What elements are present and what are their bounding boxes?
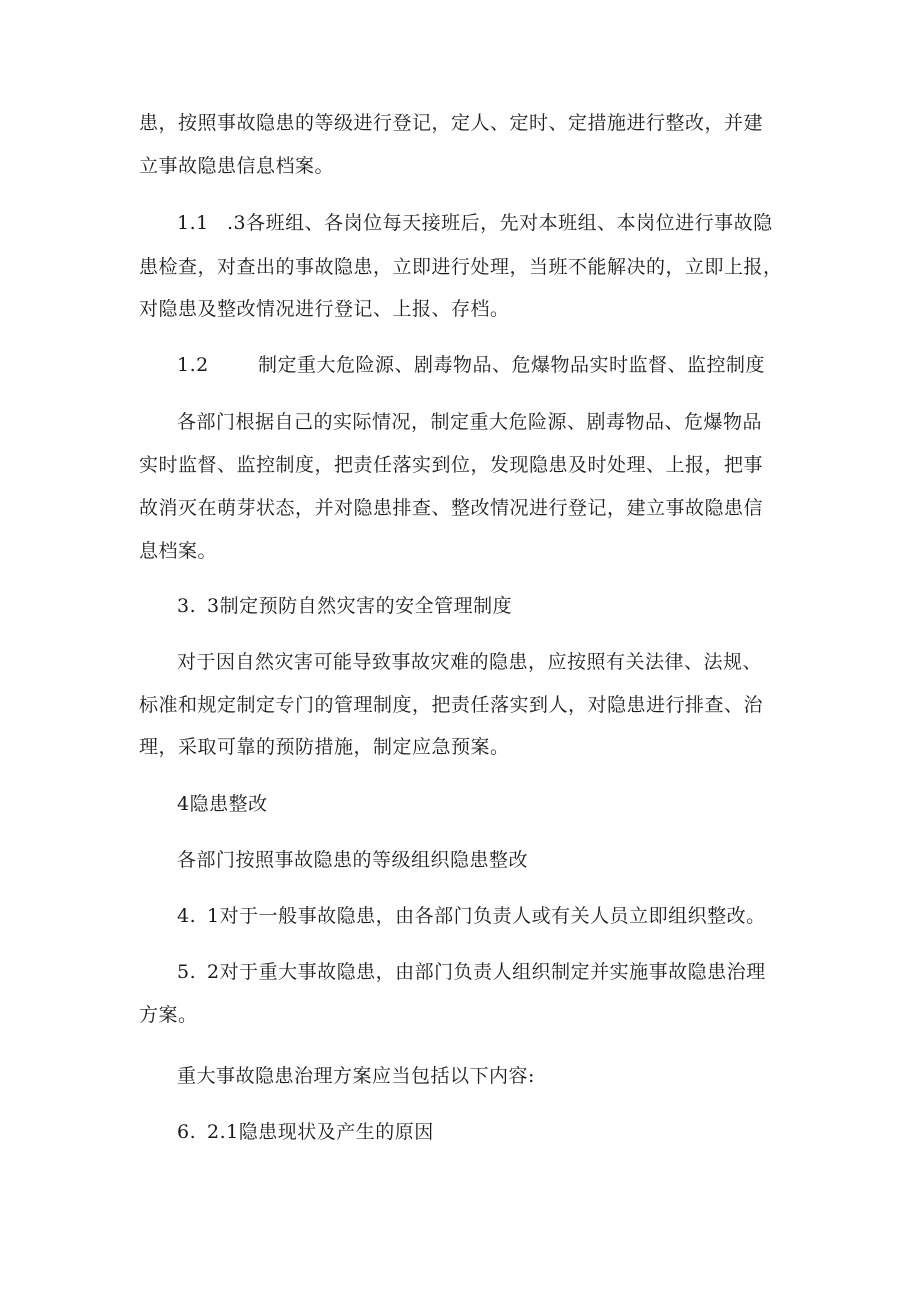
section-number: 1.1	[177, 212, 209, 234]
text-line: 故消灭在萌芽状态，并对隐患排查、整改情况进行登记，建立事故隐患信	[139, 497, 764, 519]
text-line: 标准和规定制定专门的管理制度，把责任落实到人，对隐患进行排查、治	[139, 694, 764, 716]
text-line: 息档案。	[139, 540, 218, 562]
text-line: 重大事故隐患治理方案应当包括以下内容:	[177, 1065, 535, 1087]
text-line: 理，采取可靠的预防措施，制定应急预案。	[139, 736, 510, 758]
section-number: 6.	[177, 1121, 197, 1143]
section-number: 5.	[177, 961, 197, 983]
text-line: 1对于一般事故隐患，由各部门负责人或有关人员立即组织整改。	[207, 905, 766, 927]
text-line: 方案。	[139, 1004, 198, 1026]
text-line: 实时监督、监控制度，把责任落实到位，发现隐患及时处理、上报，把事	[139, 454, 764, 476]
text-line: 立事故隐患信息档案。	[139, 155, 335, 177]
section-number: 3.	[177, 595, 197, 617]
section-number: 4.	[177, 905, 197, 927]
text-line: 患检查，对查出的事故隐患，立即进行处理，当班不能解决的，立即上报，	[139, 256, 783, 278]
text-line: .3各班组、各岗位每天接班后，先对本班组、本岗位进行事故隐	[227, 212, 773, 234]
text-line: 对隐患及整改情况进行登记、上报、存档。	[139, 298, 510, 320]
text-line: 2.1隐患现状及产生的原因	[207, 1121, 434, 1143]
text-line: 各部门按照事故隐患的等级组织隐患整改	[177, 849, 529, 871]
section-heading: 4隐患整改	[177, 793, 268, 815]
section-number: 1.2	[177, 354, 209, 376]
text-line: 患，按照事故隐患的等级进行登记，定人、定时、定措施进行整改，并建	[139, 112, 764, 134]
section-heading: 3制定预防自然灾害的安全管理制度	[207, 595, 513, 617]
text-line: 各部门根据自己的实际情况，制定重大危险源、剧毒物品、危爆物品	[177, 411, 763, 433]
text-line: 2对于重大事故隐患，由部门负责人组织制定并实施事故隐患治理	[207, 961, 766, 983]
text-line: 对于因自然灾害可能导致事故灾难的隐患，应按照有关法律、法规、	[177, 651, 763, 673]
section-heading: 制定重大危险源、剧毒物品、危爆物品实时监督、监控制度	[258, 354, 766, 376]
